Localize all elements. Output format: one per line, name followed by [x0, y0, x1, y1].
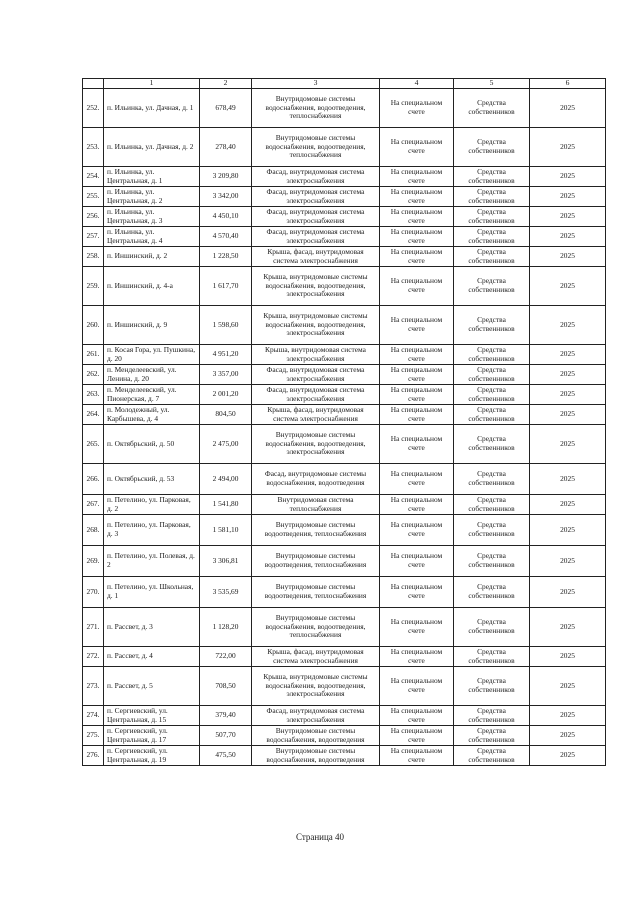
- house-area: 1 598,60: [200, 306, 252, 345]
- repair-works: Фасад, внутридомовая система электроснабжения: [252, 365, 380, 385]
- column-number: 5: [454, 79, 530, 89]
- house-area: 1 128,20: [200, 608, 252, 647]
- house-area: 4 450,10: [200, 207, 252, 227]
- row-number: 262.: [83, 365, 104, 385]
- row-number: 266.: [83, 464, 104, 495]
- table-row: [83, 89, 606, 128]
- fund-method: На специальном счете: [380, 726, 454, 746]
- house-address: п. Менделеевский, ул. Ленина, д. 20: [104, 365, 200, 385]
- repair-works: Внутридомовые системы водоотведения, теплоснабжения: [252, 546, 380, 577]
- fund-method: На специальном счете: [380, 89, 454, 128]
- fund-method: На специальном счете: [380, 247, 454, 267]
- repair-works: Внутридомовые системы водоотведения, теплоснабжения: [252, 515, 380, 546]
- house-area: 3 209,80: [200, 167, 252, 187]
- house-address: п. Петелино, ул. Парковая, д. 3: [104, 515, 200, 546]
- house-address: п. Ильинка, ул. Центральная, д. 2: [104, 187, 200, 207]
- house-address: п. Сергиевский, ул. Центральная, д. 19: [104, 746, 200, 766]
- repair-works: Крыша, фасад, внутридомовая система электроснабжения: [252, 405, 380, 425]
- repair-works: Фасад, внутридомовая система электроснабжения: [252, 706, 380, 726]
- house-address: п. Октябрьский, д. 53: [104, 464, 200, 495]
- row-number: 257.: [83, 227, 104, 247]
- repair-works: Внутридомовые системы водоснабжения, водоотведения, электроснабжения: [252, 425, 380, 464]
- repair-year: 2025: [530, 405, 606, 425]
- table-row: [83, 425, 606, 464]
- house-area: 722,00: [200, 647, 252, 667]
- row-number: 252.: [83, 89, 104, 128]
- house-address: п. Иншинский, д. 4-а: [104, 267, 200, 306]
- repair-year: 2025: [530, 706, 606, 726]
- fund-method: На специальном счете: [380, 405, 454, 425]
- table-row: [83, 546, 606, 577]
- house-area: 708,50: [200, 667, 252, 706]
- house-area: 3 535,69: [200, 577, 252, 608]
- fund-method: На специальном счете: [380, 706, 454, 726]
- page-number: Страница 40: [295, 832, 345, 842]
- funding-source: Средства собственников: [454, 365, 530, 385]
- repair-works: Крыша, фасад, внутридомовая система электроснабжения: [252, 647, 380, 667]
- house-area: 4 570,40: [200, 227, 252, 247]
- column-number: 1: [104, 79, 200, 89]
- fund-method: На специальном счете: [380, 167, 454, 187]
- table-row: [83, 726, 606, 746]
- repair-year: 2025: [530, 577, 606, 608]
- funding-source: Средства собственников: [454, 306, 530, 345]
- house-address: п. Молодежный, ул. Карбышева, д. 4: [104, 405, 200, 425]
- house-address: п. Косая Гора, ул. Пушкина, д. 20: [104, 345, 200, 365]
- house-area: 2 475,00: [200, 425, 252, 464]
- column-number: 2: [200, 79, 252, 89]
- table-row: [83, 495, 606, 515]
- fund-method: На специальном счете: [380, 515, 454, 546]
- fund-method: На специальном счете: [380, 207, 454, 227]
- house-area: 3 357,00: [200, 365, 252, 385]
- table-row: [83, 247, 606, 267]
- repair-year: 2025: [530, 207, 606, 227]
- repair-year: 2025: [530, 385, 606, 405]
- fund-method: На специальном счете: [380, 495, 454, 515]
- fund-method: На специальном счете: [380, 746, 454, 766]
- funding-source: Средства собственников: [454, 89, 530, 128]
- fund-method: На специальном счете: [380, 227, 454, 247]
- funding-source: Средства собственников: [454, 267, 530, 306]
- house-address: п. Сергиевский, ул. Центральная, д. 17: [104, 726, 200, 746]
- table-row: [83, 706, 606, 726]
- funding-source: Средства собственников: [454, 546, 530, 577]
- repair-year: 2025: [530, 345, 606, 365]
- table-row: [83, 306, 606, 345]
- row-number: 259.: [83, 267, 104, 306]
- table-row: [83, 167, 606, 187]
- house-address: п. Петелино, ул. Парковая, д. 2: [104, 495, 200, 515]
- table-row: [83, 385, 606, 405]
- row-number: 255.: [83, 187, 104, 207]
- repair-works: Внутридомовые системы водоотведения, теплоснабжения: [252, 577, 380, 608]
- house-address: п. Ильинка, ул. Дачная, д. 1: [104, 89, 200, 128]
- house-address: п. Петелино, ул. Полевая, д. 2: [104, 546, 200, 577]
- funding-source: Средства собственников: [454, 187, 530, 207]
- table-row: [83, 464, 606, 495]
- row-number: 260.: [83, 306, 104, 345]
- repair-year: 2025: [530, 247, 606, 267]
- funding-source: Средства собственников: [454, 464, 530, 495]
- table-row: [83, 227, 606, 247]
- fund-method: На специальном счете: [380, 608, 454, 647]
- table-row: [83, 577, 606, 608]
- table-row: [83, 667, 606, 706]
- fund-method: На специальном счете: [380, 667, 454, 706]
- table-row: [83, 267, 606, 306]
- repair-works: Фасад, внутридомовые системы водоснабжения, водоотведения: [252, 464, 380, 495]
- row-number: 267.: [83, 495, 104, 515]
- row-number: 258.: [83, 247, 104, 267]
- house-area: 3 342,00: [200, 187, 252, 207]
- table-row: [83, 207, 606, 227]
- repair-works: Фасад, внутридомовая система электроснабжения: [252, 207, 380, 227]
- funding-source: Средства собственников: [454, 247, 530, 267]
- house-address: п. Рассвет, д. 3: [104, 608, 200, 647]
- house-area: 507,70: [200, 726, 252, 746]
- row-number: 268.: [83, 515, 104, 546]
- fund-method: На специальном счете: [380, 128, 454, 167]
- row-number: 254.: [83, 167, 104, 187]
- fund-method: На специальном счете: [380, 306, 454, 345]
- funding-source: Средства собственников: [454, 227, 530, 247]
- fund-method: На специальном счете: [380, 647, 454, 667]
- repair-year: 2025: [530, 227, 606, 247]
- repair-works: Фасад, внутридомовая система электроснабжения: [252, 227, 380, 247]
- house-area: 1 581,10: [200, 515, 252, 546]
- funding-source: Средства собственников: [454, 706, 530, 726]
- funding-source: Средства собственников: [454, 167, 530, 187]
- funding-source: Средства собственников: [454, 425, 530, 464]
- fund-method: На специальном счете: [380, 464, 454, 495]
- funding-source: Средства собственников: [454, 647, 530, 667]
- house-address: п. Рассвет, д. 4: [104, 647, 200, 667]
- table-row: [83, 405, 606, 425]
- table-row: [83, 647, 606, 667]
- repair-works: Внутридомовые системы водоснабжения, водоотведения: [252, 746, 380, 766]
- repair-works: Фасад, внутридомовая система электроснабжения: [252, 385, 380, 405]
- house-area: 1 541,80: [200, 495, 252, 515]
- house-area: 678,49: [200, 89, 252, 128]
- column-number: 6: [530, 79, 606, 89]
- house-address: п. Петелино, ул. Школьная, д. 1: [104, 577, 200, 608]
- funding-source: Средства собственников: [454, 385, 530, 405]
- house-address: п. Иншинский, д. 2: [104, 247, 200, 267]
- row-number: 272.: [83, 647, 104, 667]
- row-number: 263.: [83, 385, 104, 405]
- repair-year: 2025: [530, 167, 606, 187]
- row-number: 264.: [83, 405, 104, 425]
- row-number: 274.: [83, 706, 104, 726]
- repair-year: 2025: [530, 495, 606, 515]
- house-address: п. Ильинка, ул. Дачная, д. 2: [104, 128, 200, 167]
- repair-year: 2025: [530, 267, 606, 306]
- house-area: 379,40: [200, 706, 252, 726]
- table-row: [83, 365, 606, 385]
- funding-source: Средства собственников: [454, 577, 530, 608]
- house-area: 475,50: [200, 746, 252, 766]
- row-number: 271.: [83, 608, 104, 647]
- house-address: п. Ильинка, ул. Центральная, д. 4: [104, 227, 200, 247]
- funding-source: Средства собственников: [454, 207, 530, 227]
- house-area: 2 001,20: [200, 385, 252, 405]
- funding-source: Средства собственников: [454, 515, 530, 546]
- table-row: [83, 746, 606, 766]
- repair-year: 2025: [530, 608, 606, 647]
- house-address: п. Менделеевский, ул. Пионерская, д. 7: [104, 385, 200, 405]
- repair-year: 2025: [530, 89, 606, 128]
- repair-works: Фасад, внутридомовая система электроснабжения: [252, 187, 380, 207]
- fund-method: На специальном счете: [380, 267, 454, 306]
- table-row: [83, 608, 606, 647]
- repair-works: Внутридомовые системы водоснабжения, водоотведения, теплоснабжения: [252, 128, 380, 167]
- house-address: п. Сергиевский, ул. Центральная, д. 15: [104, 706, 200, 726]
- repair-works: Крыша, внутридомовая система электроснабжения: [252, 345, 380, 365]
- house-address: п. Октябрьский, д. 50: [104, 425, 200, 464]
- repair-year: 2025: [530, 546, 606, 577]
- fund-method: На специальном счете: [380, 577, 454, 608]
- funding-source: Средства собственников: [454, 746, 530, 766]
- house-address: п. Рассвет, д. 5: [104, 667, 200, 706]
- repair-year: 2025: [530, 425, 606, 464]
- house-area: 1 228,50: [200, 247, 252, 267]
- funding-source: Средства собственников: [454, 345, 530, 365]
- table-row: [83, 128, 606, 167]
- row-number: 273.: [83, 667, 104, 706]
- column-number: 3: [252, 79, 380, 89]
- repair-year: 2025: [530, 647, 606, 667]
- row-number: 261.: [83, 345, 104, 365]
- repair-year: 2025: [530, 306, 606, 345]
- repair-year: 2025: [530, 746, 606, 766]
- fund-method: На специальном счете: [380, 546, 454, 577]
- row-number: 256.: [83, 207, 104, 227]
- repair-year: 2025: [530, 667, 606, 706]
- repair-year: 2025: [530, 726, 606, 746]
- house-address: п. Ильинка, ул. Центральная, д. 3: [104, 207, 200, 227]
- table-row: [83, 345, 606, 365]
- repair-works: Фасад, внутридомовая система электроснабжения: [252, 167, 380, 187]
- repair-works: Крыша, внутридомовые системы водоснабжения, водоотведения, электроснабжения: [252, 267, 380, 306]
- house-area: 804,50: [200, 405, 252, 425]
- row-number: 275.: [83, 726, 104, 746]
- column-number-row: [83, 79, 606, 89]
- funding-source: Средства собственников: [454, 608, 530, 647]
- row-number: 253.: [83, 128, 104, 167]
- funding-source: Средства собственников: [454, 495, 530, 515]
- row-number: 270.: [83, 577, 104, 608]
- repair-year: 2025: [530, 187, 606, 207]
- repair-year: 2025: [530, 464, 606, 495]
- repair-works: Крыша, внутридомовые системы водоснабжения, водоотведения, электроснабжения: [252, 667, 380, 706]
- funding-source: Средства собственников: [454, 667, 530, 706]
- row-number: 269.: [83, 546, 104, 577]
- table-row: [83, 187, 606, 207]
- house-area: 2 494,00: [200, 464, 252, 495]
- repair-works: Внутридомовые системы водоснабжения, водоотведения, теплоснабжения: [252, 608, 380, 647]
- works-table: [82, 78, 606, 766]
- repair-year: 2025: [530, 128, 606, 167]
- fund-method: На специальном счете: [380, 187, 454, 207]
- table-row: [83, 515, 606, 546]
- repair-works: Внутридомовые системы водоснабжения, водоотведения, теплоснабжения: [252, 89, 380, 128]
- fund-method: На специальном счете: [380, 425, 454, 464]
- house-area: 3 306,81: [200, 546, 252, 577]
- fund-method: На специальном счете: [380, 365, 454, 385]
- repair-year: 2025: [530, 365, 606, 385]
- funding-source: Средства собственников: [454, 726, 530, 746]
- house-area: 4 951,20: [200, 345, 252, 365]
- repair-year: 2025: [530, 515, 606, 546]
- house-address: п. Иншинский, д. 9: [104, 306, 200, 345]
- house-area: 278,40: [200, 128, 252, 167]
- funding-source: Средства собственников: [454, 405, 530, 425]
- repair-works: Внутридомовые системы водоснабжения, водоотведения: [252, 726, 380, 746]
- funding-source: Средства собственников: [454, 128, 530, 167]
- row-number: 265.: [83, 425, 104, 464]
- column-number: 4: [380, 79, 454, 89]
- fund-method: На специальном счете: [380, 385, 454, 405]
- column-number: [83, 79, 104, 89]
- repair-works: Крыша, внутридомовые системы водоснабжения, водоотведения, электроснабжения: [252, 306, 380, 345]
- repair-works: Внутридомовая система теплоснабжения: [252, 495, 380, 515]
- house-area: 1 617,70: [200, 267, 252, 306]
- fund-method: На специальном счете: [380, 345, 454, 365]
- repair-works: Крыша, фасад, внутридомовая система электроснабжения: [252, 247, 380, 267]
- row-number: 276.: [83, 746, 104, 766]
- house-address: п. Ильинка, ул. Центральная, д. 1: [104, 167, 200, 187]
